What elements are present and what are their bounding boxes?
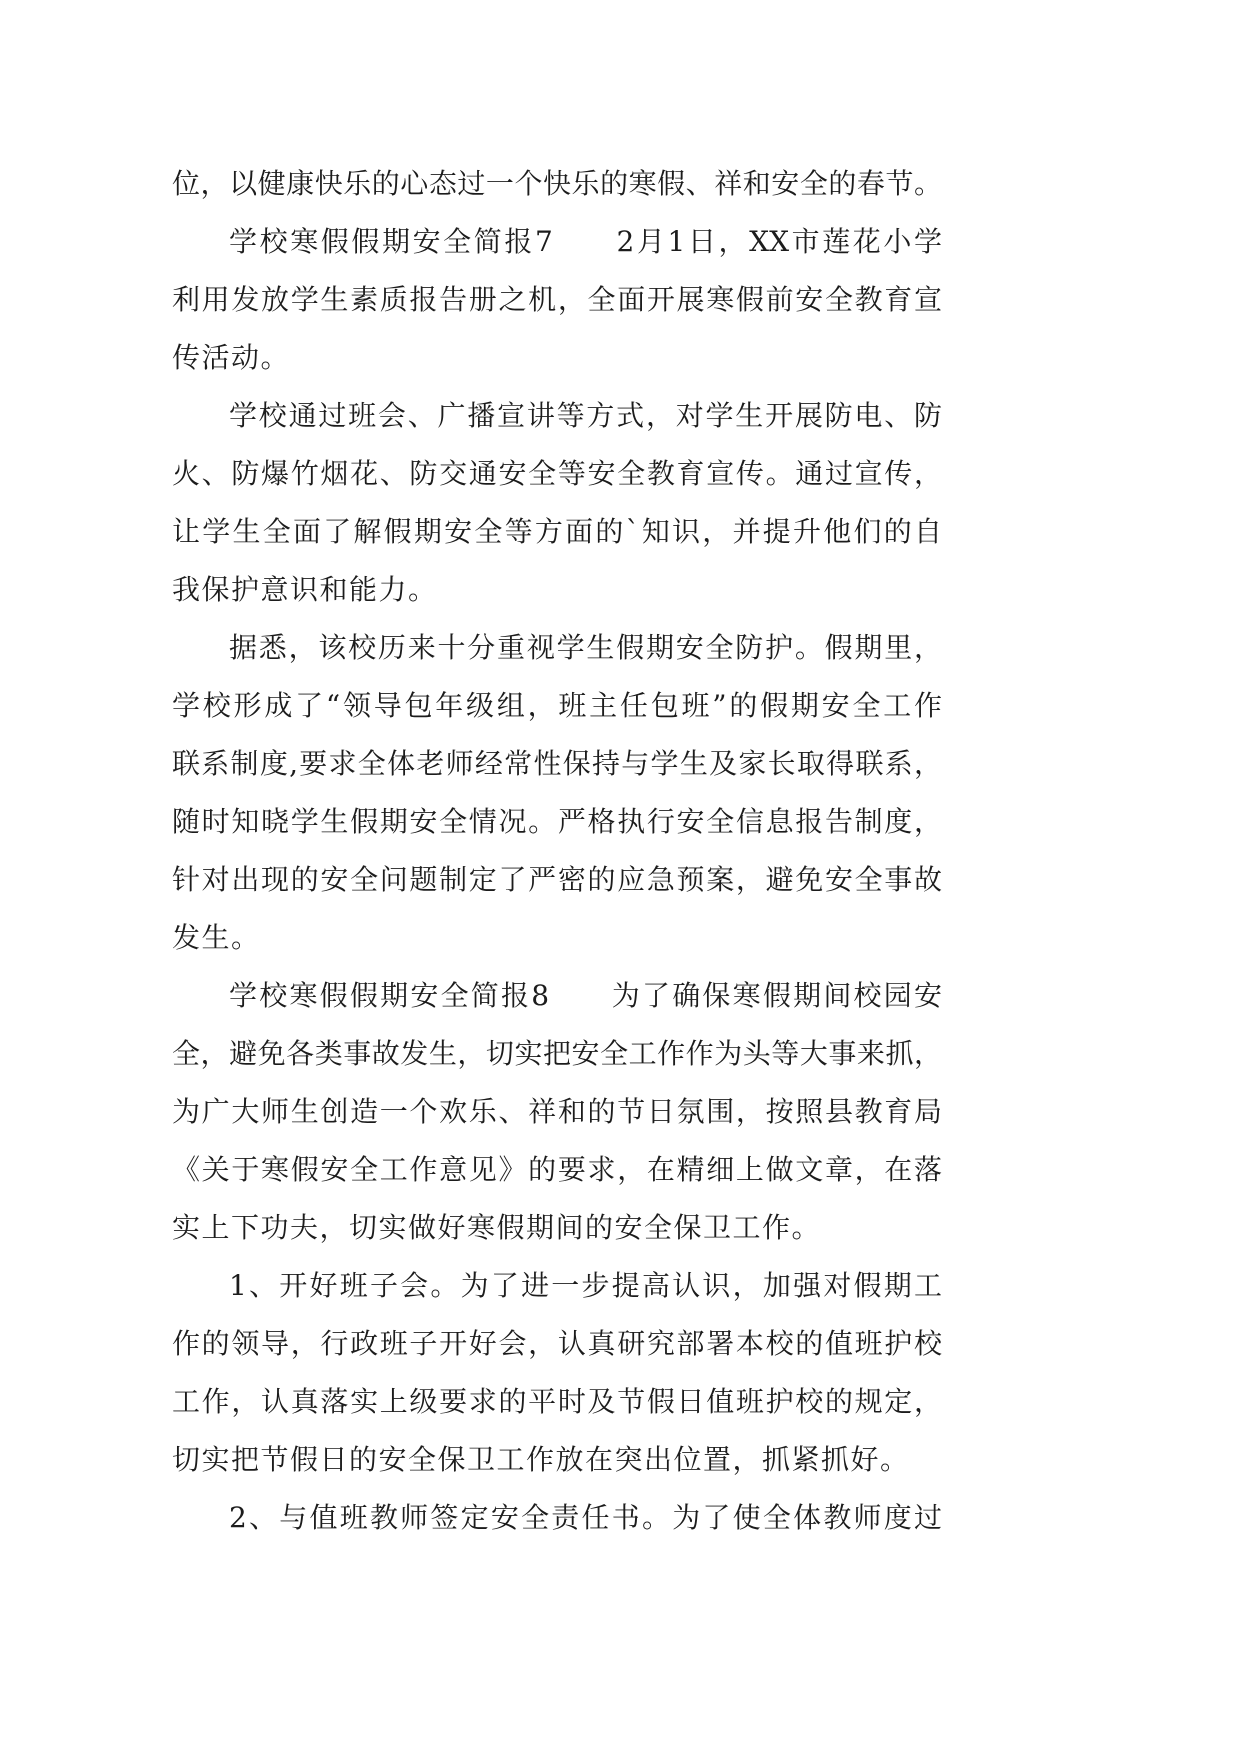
text-line: 为广大师生创造一个欢乐、祥和的节日氛围，按照县教育局	[172, 1095, 942, 1128]
text-line: 位，以健康快乐的心态过一个快乐的寒假、祥和安全的春节。	[172, 167, 942, 200]
paragraph-first-line: 2、与值班教师签定安全责任书。为了使全体教师度过	[229, 1501, 942, 1534]
text-line: 发生。	[172, 921, 261, 954]
text-line: 切实把节假日的安全保卫工作放在突出位置，抓紧抓好。	[172, 1443, 910, 1476]
text-line: 传活动。	[172, 341, 291, 374]
paragraph-first-line: 学校寒假假期安全简报8 为了确保寒假期间校园安	[229, 979, 942, 1012]
text-line: 《关于寒假安全工作意见》的要求，在精细上做文章，在落	[172, 1153, 942, 1186]
text-line: 随时知晓学生假期安全情况。严格执行安全信息报告制度，	[172, 805, 942, 838]
text-line: 全，避免各类事故发生，切实把安全工作作为头等大事来抓，	[172, 1037, 942, 1070]
text-line: 让学生全面了解假期安全等方面的`知识，并提升他们的自	[172, 515, 942, 548]
paragraph-first-line: 学校寒假假期安全简报7 2月1日，XX市莲花小学	[229, 225, 942, 258]
text-line: 联系制度,要求全体老师经常性保持与学生及家长取得联系，	[172, 747, 942, 780]
text-line: 作的领导，行政班子开好会，认真研究部署本校的值班护校	[172, 1327, 942, 1360]
paragraph-first-line: 学校通过班会、广播宣讲等方式，对学生开展防电、防	[229, 399, 942, 432]
paragraph-first-line: 据悉，该校历来十分重视学生假期安全防护。假期里，	[229, 631, 942, 664]
text-line: 针对出现的安全问题制定了严密的应急预案，避免安全事故	[172, 863, 942, 896]
text-line: 工作，认真落实上级要求的平时及节假日值班护校的规定，	[172, 1385, 942, 1418]
paragraph-first-line: 1、开好班子会。为了进一步提高认识，加强对假期工	[229, 1269, 942, 1302]
text-line: 学校形成了“领导包年级组，班主任包班”的假期安全工作	[172, 689, 942, 722]
text-line: 我保护意识和能力。	[172, 573, 438, 606]
text-line: 火、防爆竹烟花、防交通安全等安全教育宣传。通过宣传，	[172, 457, 942, 490]
document-body	[172, 155, 942, 1547]
text-line: 实上下功夫，切实做好寒假期间的安全保卫工作。	[172, 1211, 822, 1244]
text-line: 利用发放学生素质报告册之机，全面开展寒假前安全教育宣	[172, 283, 942, 316]
